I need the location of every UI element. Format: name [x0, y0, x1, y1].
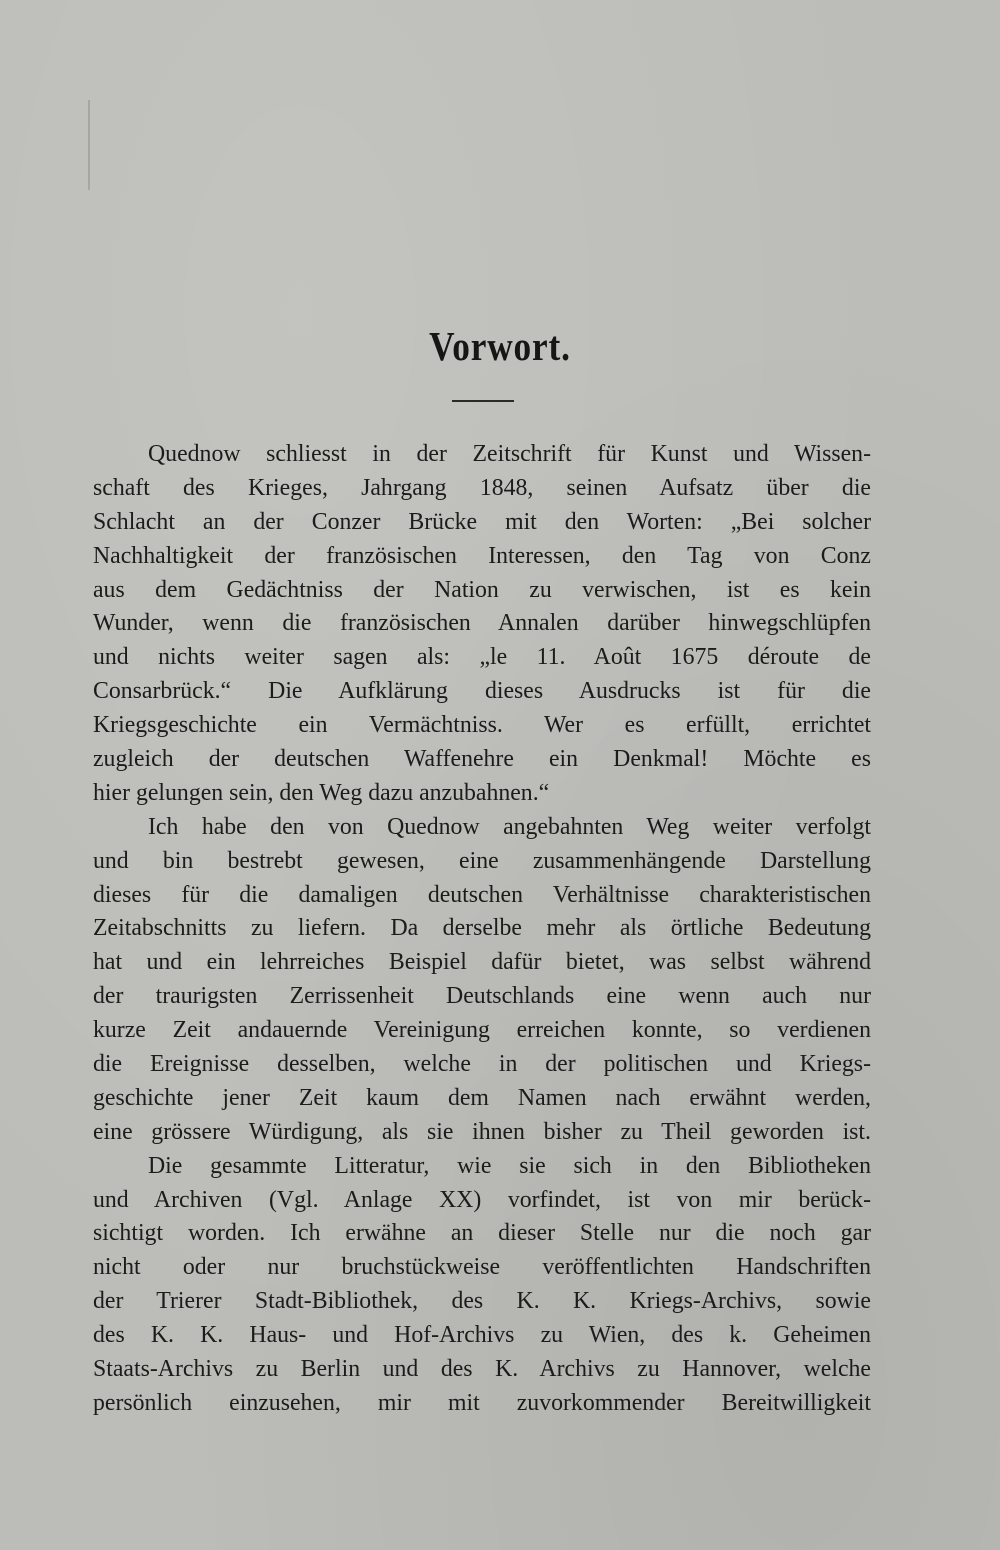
text-line: und bin bestrebt gewesen, eine zusammenhängende Darstellung: [93, 847, 871, 874]
text-line: hier gelungen sein, den Weg dazu anzubahnen.“: [93, 779, 550, 806]
text-line: und Archiven (Vgl. Anlage XX) vorfindet, ist von mir berück-: [93, 1186, 871, 1213]
text-line: sichtigt worden. Ich erwähne an dieser Stelle nur die noch gar: [93, 1220, 871, 1247]
text-line: dieses für die damaligen deutschen Verhältnisse charakteristischen: [93, 881, 871, 908]
text-line: der traurigsten Zerrissenheit Deutschlands eine wenn auch nur: [93, 983, 871, 1010]
text-line: Nachhaltigkeit der französischen Interessen, den Tag von Conz: [93, 542, 871, 569]
text-line: Ich habe den von Quednow angebahnten Weg weiter verfolgt: [148, 813, 871, 840]
text-line: aus dem Gedächtniss der Nation zu verwischen, ist es kein: [93, 576, 871, 603]
text-line: geschichte jener Zeit kaum dem Namen nach erwähnt werden,: [93, 1084, 871, 1111]
paragraph: [93, 811, 871, 1150]
text-line: der Trierer Stadt-Bibliothek, des K. K. Kriegs-Archivs, sowie: [93, 1288, 871, 1315]
text-line: und nichts weiter sagen als: „le 11. Août 1675 déroute de: [93, 644, 871, 671]
text-line: Zeitabschnitts zu liefern. Da derselbe mehr als örtliche Bedeutung: [93, 915, 871, 942]
text-line: des K. K. Haus- und Hof-Archivs zu Wien, des k. Geheimen: [93, 1322, 871, 1349]
text-line: hat und ein lehrreiches Beispiel dafür bietet, was selbst während: [93, 949, 871, 976]
text-line: die Ereignisse desselben, welche in der politischen und Kriegs-: [93, 1051, 871, 1078]
body-text: [93, 438, 871, 1421]
text-line: Schlacht an der Conzer Brücke mit den Worten: „Bei solcher: [93, 508, 871, 535]
page-title: Vorwort.: [429, 323, 571, 369]
text-line: Die gesammte Litteratur, wie sie sich in den Bibliotheken: [148, 1152, 871, 1179]
paragraph: [93, 1150, 871, 1421]
paragraph: [93, 438, 871, 811]
title-rule: [452, 400, 514, 402]
page-fold-mark: [88, 100, 90, 190]
text-line: nicht oder nur bruchstückweise veröffentlichten Handschriften: [93, 1254, 871, 1281]
text-line: Quednow schliesst in der Zeitschrift für Kunst und Wissen-: [148, 441, 871, 467]
text-line: persönlich einzusehen, mir mit zuvorkommender Bereitwilligkeit: [93, 1389, 871, 1416]
text-line: Consarbrück.“ Die Aufklärung dieses Ausdrucks ist für die: [93, 678, 871, 705]
text-line: kurze Zeit andauernde Vereinigung erreichen konnte, so verdienen: [93, 1017, 871, 1044]
text-line: schaft des Krieges, Jahrgang 1848, seinen Aufsatz über die: [93, 474, 871, 501]
text-line: eine grössere Würdigung, als sie ihnen bisher zu Theil geworden ist.: [93, 1118, 871, 1145]
text-line: Staats-Archivs zu Berlin und des K. Archivs zu Hannover, welche: [93, 1356, 871, 1383]
text-line: Wunder, wenn die französischen Annalen darüber hinwegschlüpfen: [93, 610, 871, 637]
text-line: Kriegsgeschichte ein Vermächtniss. Wer es erfüllt, errichtet: [93, 712, 871, 739]
text-line: zugleich der deutschen Waffenehre ein Denkmal! Möchte es: [93, 746, 871, 773]
